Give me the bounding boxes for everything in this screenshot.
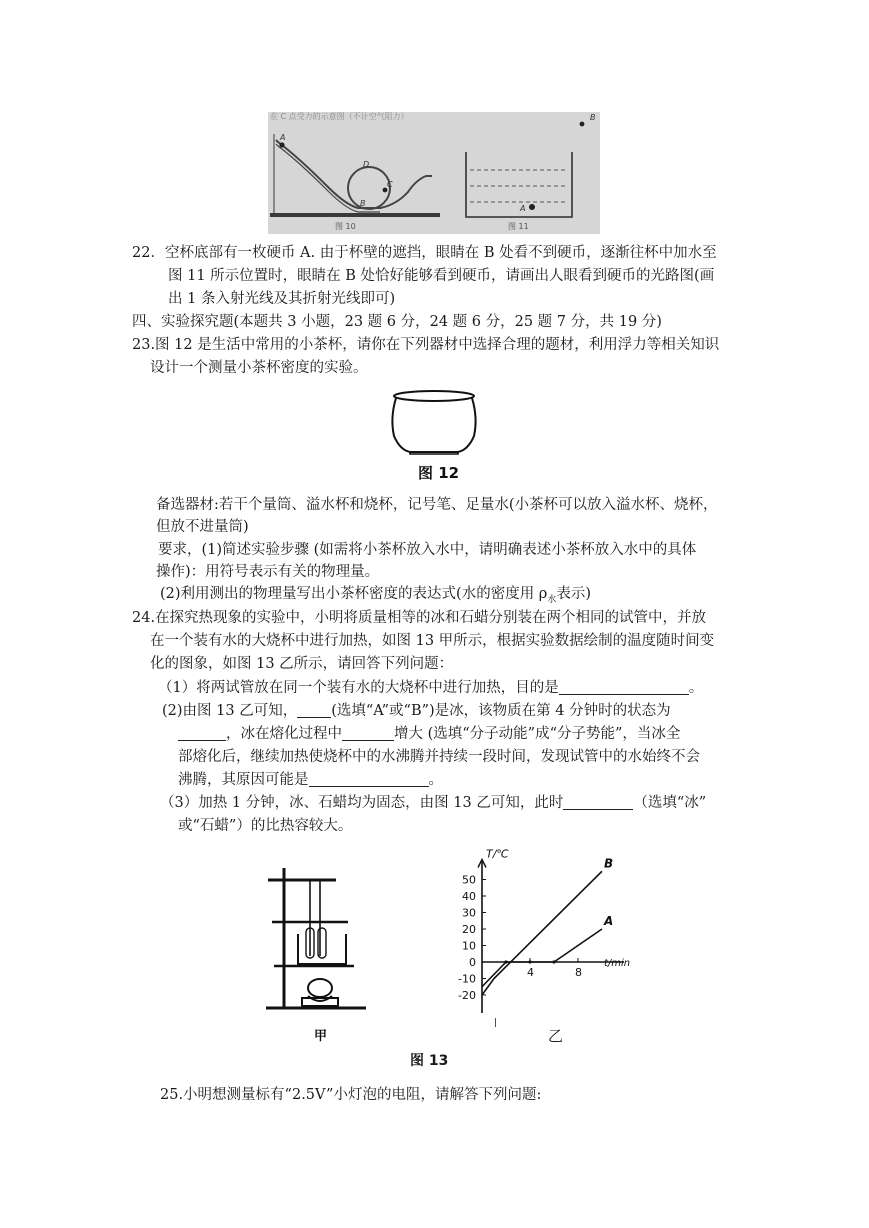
q24-part-2-line-3: 部熔化后，继续加热使烧杯中的水沸腾并持续一段时间，发现试管中的水始终不会 [178,749,700,765]
q23-line-1: 23.图 12 是生活中常用的小茶杯，请你在下列器材中选择合理的题材，利用浮力等相关知识 [132,337,720,353]
x-tick-label: 8 [575,966,582,979]
fig10-point-a [279,142,284,147]
q25-line-1: 25.小明想测量标有“2.5V”小灯泡的电阻，请解答下列问题: [160,1087,542,1103]
q24-part-3-line-1: （3）加热 1 分钟，冰、石蜡均为固态，由图 13 乙可知，此时 （选填“冰” [160,795,707,811]
x-axis-label: t/min [604,958,631,969]
fig13-yi-label: 乙 [548,1027,564,1045]
series-line-b [482,871,602,995]
q23-requirement-3: (2)利用测出的物理量写出小茶杯密度的表达式(水的密度用 $\rho_水$表示) [160,586,592,605]
y-tick-label: 40 [462,890,476,903]
fig10-label-a: A [280,133,286,142]
data-point [504,960,507,963]
apparatus-drawing [262,868,374,1050]
fig11-caption: 图 11 [508,222,529,231]
data-point [528,960,531,963]
y-tick-label: 50 [462,873,476,887]
q24-blank-6[interactable] [563,793,633,810]
fig10-ground [270,213,440,217]
q24-blank-4[interactable] [342,724,394,741]
figure-13-chart [440,842,640,1042]
fig11-label-b: B [590,113,596,122]
teacup-drawing [388,388,480,482]
fig10-caption: 图 10 [335,222,356,231]
fig10-label-b: B [360,199,366,208]
teacup-body [392,398,475,452]
y-tick-label: -20 [458,989,476,1002]
fig11-eye-b [580,122,585,127]
y-tick-label: 0 [469,956,476,969]
x-tick-label: 4 [527,966,534,979]
temperature-time-chart [440,842,640,1042]
q24-blank-5[interactable] [309,770,429,787]
fig11-coin-a [529,204,535,210]
q22-line-1: 22．空杯底部有一枚硬币 A. 由于杯壁的遮挡，眼睛在 B 处看不到硬币，逐渐往杯中加水至 [132,245,717,261]
q23-requirement-2: 操作)：用符号表示有关的物理量。 [156,564,380,580]
y-tick-label: 30 [462,906,476,920]
fig10-label-c: C [387,180,393,189]
q24-line-2: 在一个装有水的大烧杯中进行加热，如图 13 甲所示，根据实验数据绘制的温度随时间变 [150,633,715,649]
figure-13-apparatus [262,868,374,1050]
fig12-caption: 图 12 [418,464,460,482]
q23-materials-2: 但放不进量筒) [156,519,249,535]
series-label-a: A [604,914,614,928]
q24-part-2-line-1: (2)由图 13 乙可知， (选填“A”或“B”)是冰，该物质在第 4 分钟时的状态为 [162,703,671,719]
data-point [552,960,555,963]
series-label-b: B [604,856,614,871]
figure-10-11-drawing [268,112,600,234]
q24-line-3: 化的图象，如图 13 乙所示，请回答下列问题： [150,656,454,672]
q24-blank-2[interactable] [297,701,331,718]
fig10-label-d: D [363,160,370,169]
fig13-jia-label: 甲 [314,1029,328,1044]
figure-10-11-photo [268,112,600,234]
fig-header-fragment: 在 C 点受力的示意图（不计空气阻力） [270,112,409,121]
q24-part-2-line-2: ，冰在熔化过程中 增大 (选填“分子动能”成“分子势能”，当冰全 [178,723,680,745]
q24-part-3-line-2: 或“石蜡”）的比热容较大。 [178,818,353,834]
rho-water-subscript: 水 [547,594,557,605]
q23-materials-1: 备选器材:若干个量筒、溢水杯和烧杯，记号笔、足量水(小茶杯可以放入溢水杯、烧杯， [156,497,718,513]
y-axis-label: T/℃ [486,847,509,861]
y-tick-label: 20 [462,923,476,936]
fig13-caption: 图 13 [410,1053,449,1069]
y-tick-label: 10 [462,939,476,953]
series-line-a [482,929,602,987]
figure-12 [388,388,480,482]
q23-requirement-1: 要求，(1)简述实验步骤 (如需将小茶杯放入水中，请明确表述小茶杯放入水中的具体 [158,542,697,558]
q22-line-2: 图 11 所示位置时，眼睛在 B 处恰好能够看到硬币，请画出人眼看到硬币的光路图(画 [168,268,715,284]
q24-blank-3[interactable] [178,724,226,741]
q24-line-1: 24.在探究热现象的实验中，小明将质量相等的冰和石蜡分别装在两个相同的试管中，并放 [132,610,707,626]
q24-blank-1[interactable] [559,678,689,695]
fig11-label-a: A [520,204,526,213]
q23-line-2: 设计一个测量小茶杯密度的实验。 [150,360,368,376]
q22-line-3: 出 1 条入射光线及其折射光线即可) [168,291,396,307]
q24-part-2-line-4: 沸腾，其原因可能是 。 [178,772,443,788]
q24-part-1: （1）将两试管放在同一个装有水的大烧杯中进行加热，目的是 。 [158,680,704,696]
y-tick-label: -10 [458,972,476,986]
chart-annotation: | [494,1018,498,1028]
section-4-heading: 四、实验探究题(本题共 3 小题，23 题 6 分，24 题 6 分，25 题 7 分，共 19 分) [132,314,662,330]
